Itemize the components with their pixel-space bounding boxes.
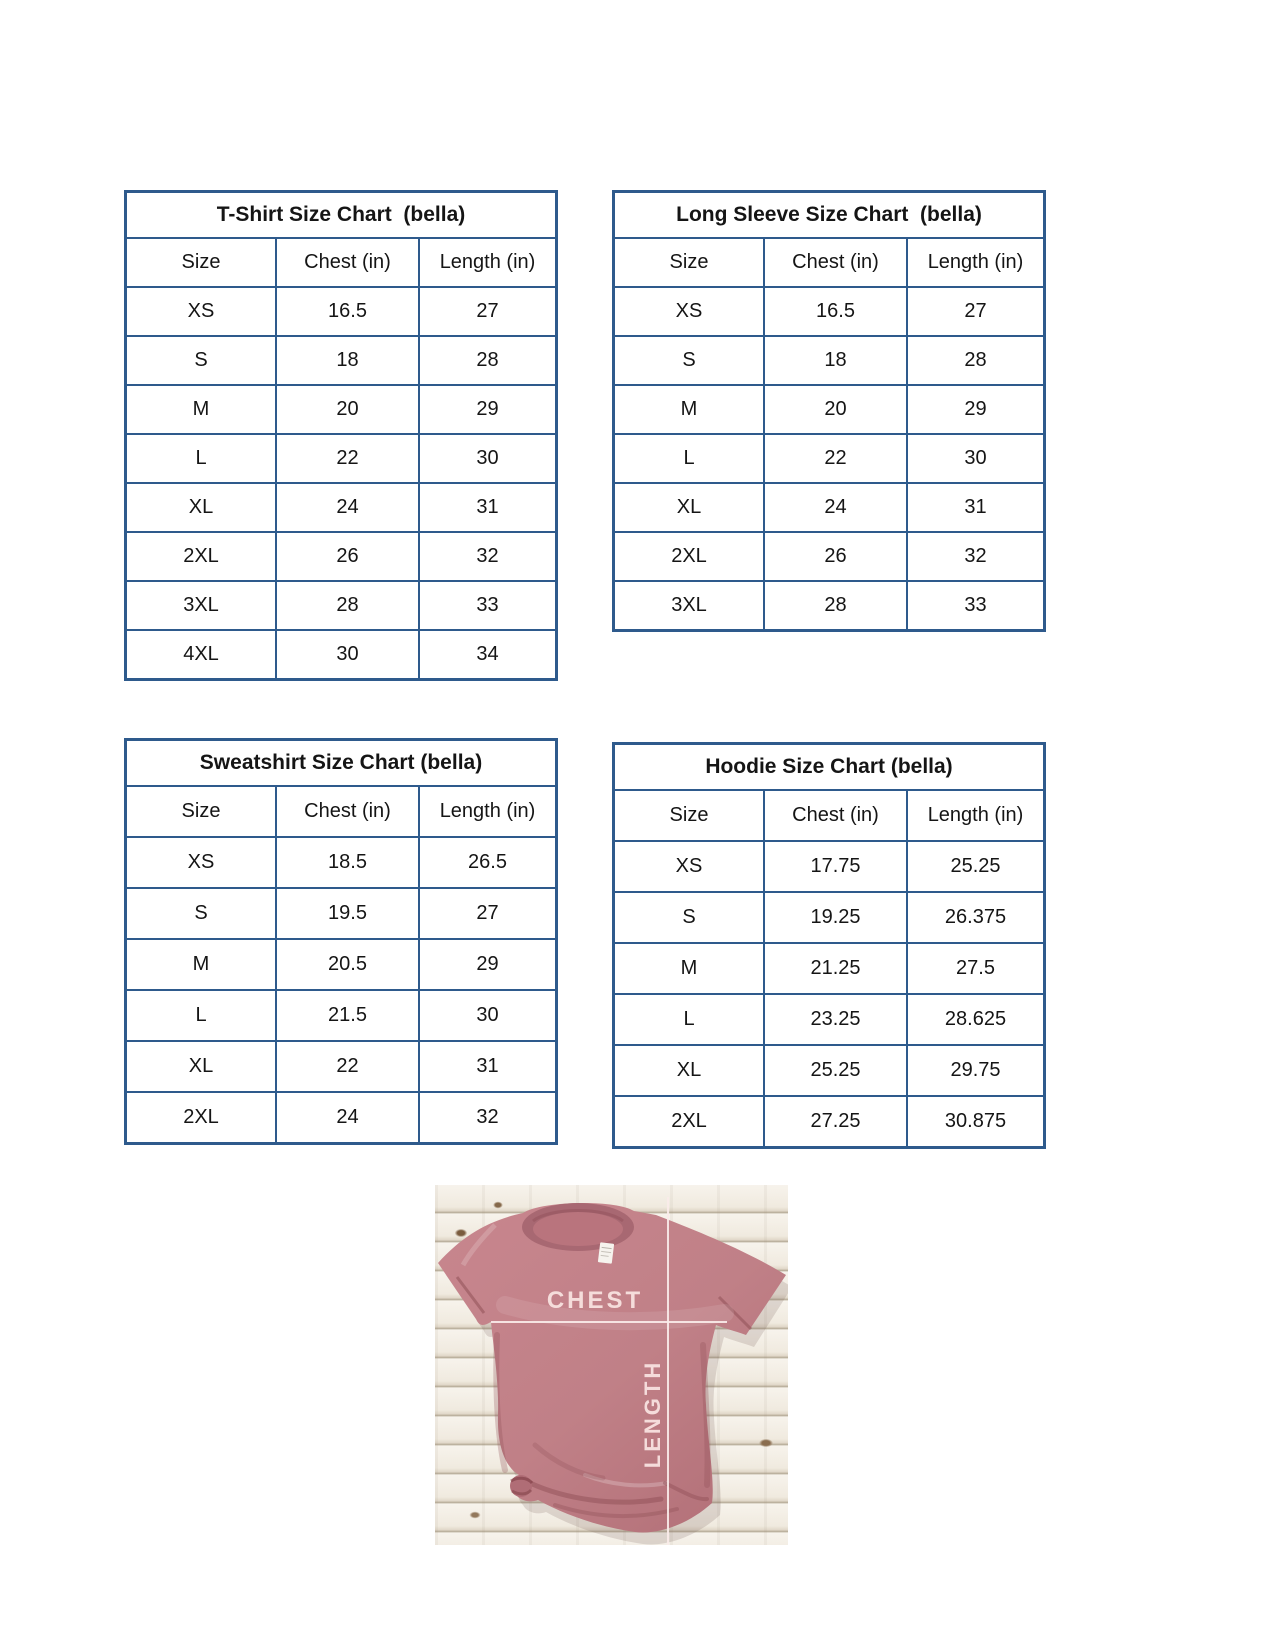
table-cell: L xyxy=(127,990,276,1041)
table-cell: 26.375 xyxy=(907,892,1043,943)
column-header: Chest (in) xyxy=(764,791,907,841)
chest-label: CHEST xyxy=(546,1287,644,1314)
table-row xyxy=(615,483,1043,532)
table-row xyxy=(615,1096,1043,1146)
hoodie-size-chart-table xyxy=(612,742,1046,1149)
table-cell: 2XL xyxy=(127,532,276,581)
column-header: Chest (in) xyxy=(276,239,419,287)
table-cell: XS xyxy=(615,287,764,336)
table-cell: 24 xyxy=(276,483,419,532)
column-header: Length (in) xyxy=(419,239,555,287)
chest-measure-line xyxy=(491,1321,727,1323)
table-row xyxy=(615,434,1043,483)
table-row xyxy=(127,888,555,939)
column-header: Length (in) xyxy=(419,787,555,837)
table-cell: 24 xyxy=(276,1092,419,1142)
sweatshirt-size-chart-table xyxy=(124,738,558,1145)
table-cell: M xyxy=(615,943,764,994)
table-cell: 2XL xyxy=(615,1096,764,1146)
table-cell: 2XL xyxy=(615,532,764,581)
column-header: Chest (in) xyxy=(276,787,419,837)
table-cell: 25.25 xyxy=(907,841,1043,892)
table-cell: 32 xyxy=(476,1106,499,1128)
column-header: Size xyxy=(127,239,276,287)
column-header: Chest (in) xyxy=(764,239,907,287)
table-cell: 18.5 xyxy=(276,837,419,888)
table-cell: 26.5 xyxy=(419,837,555,888)
table-cell: 22 xyxy=(276,434,419,483)
tshirt-size-chart-table xyxy=(124,190,558,681)
table-cell: 19.5 xyxy=(276,888,419,939)
table-row xyxy=(615,532,1043,581)
table-cell: XS xyxy=(127,287,276,336)
table-cell: M xyxy=(127,385,276,434)
table-row xyxy=(615,287,1043,336)
table-row xyxy=(127,630,555,678)
table-cell: 24 xyxy=(764,483,907,532)
table-cell: L xyxy=(127,434,276,483)
table-cell: 20 xyxy=(764,385,907,434)
table-cell: XL xyxy=(127,1041,276,1092)
header-row xyxy=(127,239,555,287)
table-cell: XL xyxy=(615,1045,764,1096)
table-cell: 28 xyxy=(276,581,419,630)
table-cell: 29 xyxy=(419,939,555,990)
header-row xyxy=(127,787,555,837)
table-cell: 22 xyxy=(764,434,907,483)
table-cell: 22 xyxy=(276,1041,419,1092)
hem-knot xyxy=(510,1475,532,1497)
table-cell: XS xyxy=(127,837,276,888)
table-cell: 27 xyxy=(419,287,555,336)
table-row xyxy=(615,943,1043,994)
table-row xyxy=(615,994,1043,1045)
table-cell: L xyxy=(615,994,764,1045)
table-cell: 26 xyxy=(276,532,419,581)
table-cell: M xyxy=(127,939,276,990)
table-cell: 2XL xyxy=(127,1092,276,1142)
table-cell: 31 xyxy=(419,483,555,532)
longsleeve-size-chart-grid xyxy=(615,239,1043,629)
table-cell: 33 xyxy=(964,594,987,616)
table-cell: 34 xyxy=(476,643,499,665)
table-cell: 21.25 xyxy=(764,943,907,994)
table-cell: 30 xyxy=(419,990,555,1041)
table-row xyxy=(615,892,1043,943)
table-cell: XS xyxy=(615,841,764,892)
table-cell: 3XL xyxy=(615,581,764,629)
table-cell: 31 xyxy=(907,483,1043,532)
tshirt-measurement-photo xyxy=(435,1185,788,1545)
table-cell: 18 xyxy=(276,336,419,385)
table-cell: 27.5 xyxy=(907,943,1043,994)
table-cell: 31 xyxy=(419,1041,555,1092)
table-cell: 20 xyxy=(276,385,419,434)
table-cell: M xyxy=(615,385,764,434)
column-header: Length (in) xyxy=(907,791,1043,841)
table-row xyxy=(127,939,555,990)
sweatshirt-size-chart-grid xyxy=(127,787,555,1142)
table-row xyxy=(127,336,555,385)
table-cell: L xyxy=(615,434,764,483)
table-cell: 27 xyxy=(419,888,555,939)
mauve-tshirt-image xyxy=(435,1185,788,1545)
table-cell: 30.875 xyxy=(944,1110,1007,1132)
header-row xyxy=(615,239,1043,287)
table-cell: 4XL xyxy=(127,630,276,678)
tshirt-size-chart-title: T-Shirt Size Chart (bella) xyxy=(127,193,555,239)
table-cell: 33 xyxy=(419,581,555,630)
table-row xyxy=(127,532,555,581)
table-row xyxy=(127,581,555,630)
column-header: Length (in) xyxy=(907,239,1043,287)
table-cell: 30 xyxy=(276,630,419,678)
table-row xyxy=(615,841,1043,892)
table-cell: 27 xyxy=(907,287,1043,336)
table-cell: 17.75 xyxy=(764,841,907,892)
table-cell: 30 xyxy=(419,434,555,483)
table-row xyxy=(127,1092,555,1142)
table-cell: 23.25 xyxy=(764,994,907,1045)
table-cell: 26 xyxy=(764,532,907,581)
header-row xyxy=(615,791,1043,841)
table-cell: 16.5 xyxy=(276,287,419,336)
table-row xyxy=(615,581,1043,629)
table-cell: S xyxy=(615,336,764,385)
table-cell: S xyxy=(127,336,276,385)
hoodie-size-chart-grid xyxy=(615,791,1043,1146)
table-cell: 27.25 xyxy=(764,1096,907,1146)
table-cell: 19.25 xyxy=(764,892,907,943)
table-cell: S xyxy=(615,892,764,943)
table-row xyxy=(127,385,555,434)
table-row xyxy=(615,385,1043,434)
sweatshirt-size-chart-title: Sweatshirt Size Chart (bella) xyxy=(127,741,555,787)
longsleeve-size-chart-table xyxy=(612,190,1046,632)
table-cell: 30 xyxy=(907,434,1043,483)
table-cell: 21.5 xyxy=(276,990,419,1041)
table-cell: 16.5 xyxy=(764,287,907,336)
length-label: LENGTH xyxy=(640,1359,665,1469)
table-cell: XL xyxy=(615,483,764,532)
table-cell: 28 xyxy=(764,581,907,629)
table-row xyxy=(127,483,555,532)
table-cell: 18 xyxy=(764,336,907,385)
column-header: Size xyxy=(127,787,276,837)
table-cell: 28.625 xyxy=(907,994,1043,1045)
care-label xyxy=(598,1242,614,1264)
table-row xyxy=(127,1041,555,1092)
table-row xyxy=(127,287,555,336)
table-row xyxy=(127,990,555,1041)
column-header: Size xyxy=(615,791,764,841)
table-row xyxy=(615,336,1043,385)
table-cell: 32 xyxy=(907,532,1043,581)
tshirt-size-chart-grid xyxy=(127,239,555,678)
table-row xyxy=(127,434,555,483)
table-cell: 29.75 xyxy=(907,1045,1043,1096)
table-row xyxy=(127,837,555,888)
table-cell: 28 xyxy=(907,336,1043,385)
table-cell: XL xyxy=(127,483,276,532)
table-cell: 29 xyxy=(907,385,1043,434)
table-cell: 32 xyxy=(419,532,555,581)
hoodie-size-chart-title: Hoodie Size Chart (bella) xyxy=(615,745,1043,791)
table-cell: S xyxy=(127,888,276,939)
table-cell: 20.5 xyxy=(276,939,419,990)
table-cell: 29 xyxy=(419,385,555,434)
longsleeve-size-chart-title: Long Sleeve Size Chart (bella) xyxy=(615,193,1043,239)
column-header: Size xyxy=(615,239,764,287)
table-cell: 3XL xyxy=(127,581,276,630)
table-row xyxy=(615,1045,1043,1096)
table-cell: 28 xyxy=(419,336,555,385)
table-cell: 25.25 xyxy=(764,1045,907,1096)
